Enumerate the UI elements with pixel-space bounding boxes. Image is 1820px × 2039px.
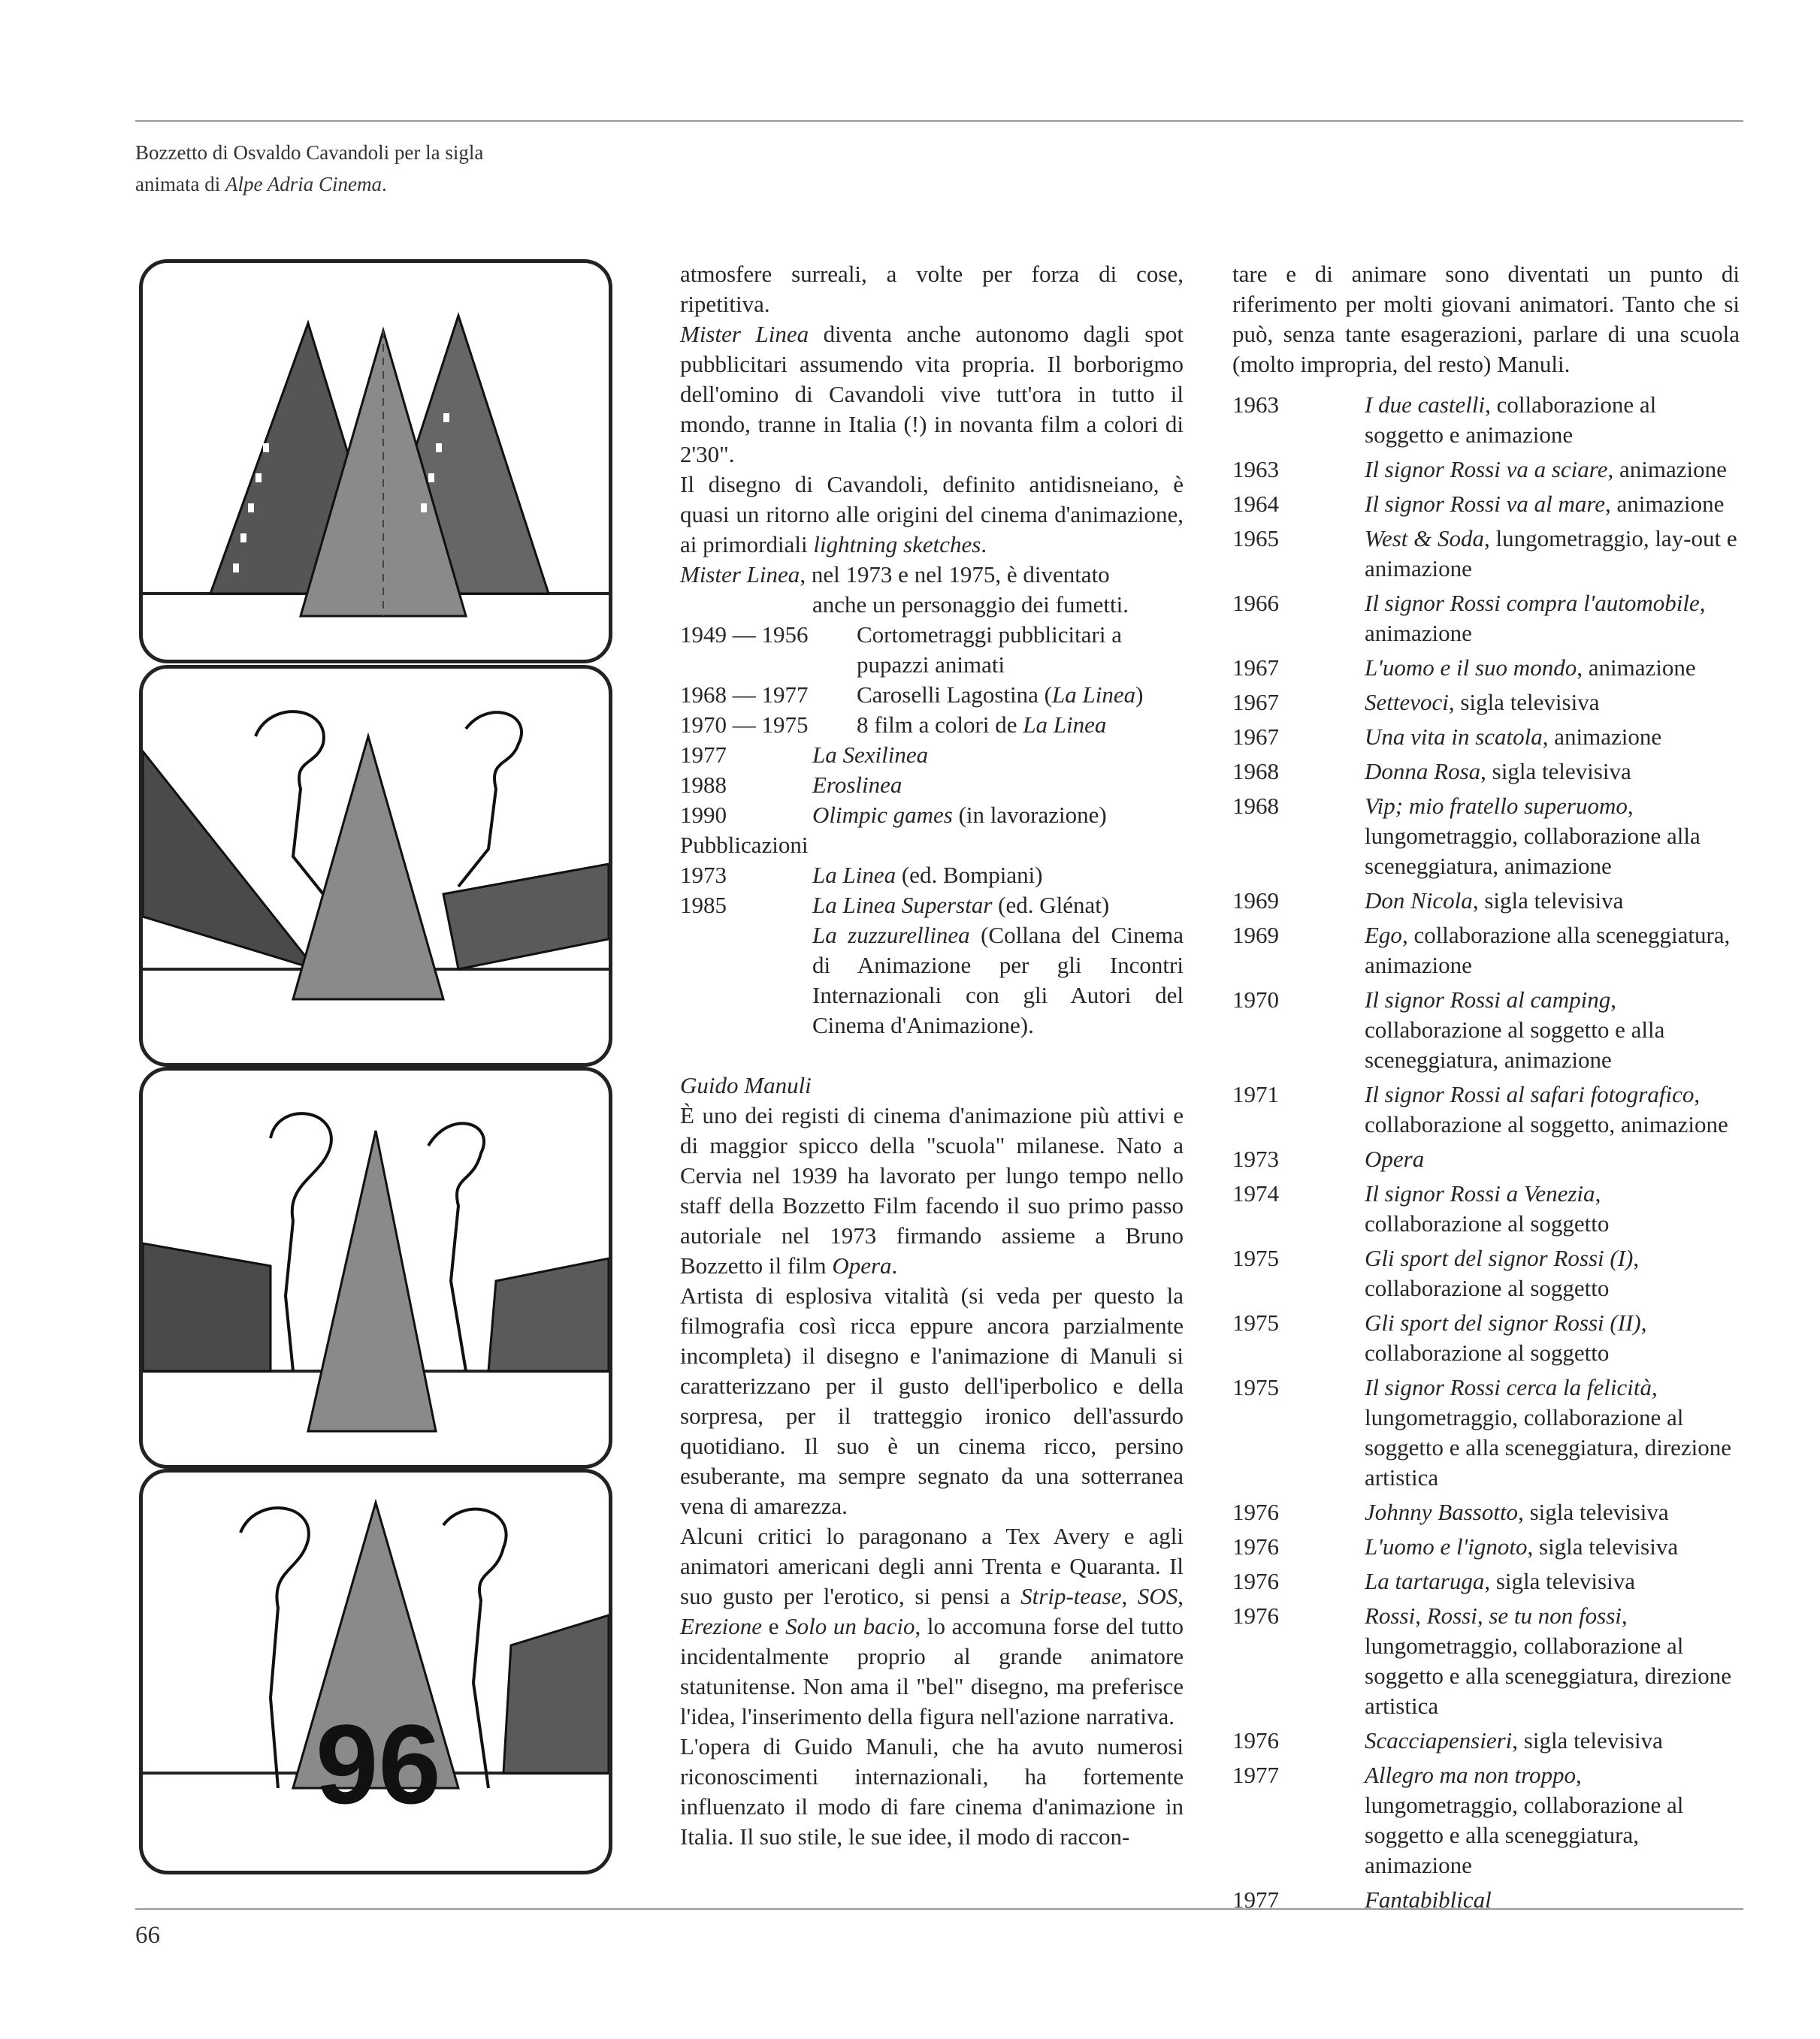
filmography-item [1232,722,1740,752]
filmography-credits: , animazione [1605,491,1725,517]
filmography-year: 1977 [1232,1886,1279,1913]
top-rule [135,120,1743,122]
filmography-entry [1365,390,1740,450]
filmography-title: Il signor Rossi va a sciare [1365,456,1608,482]
filmography-title: Donna Rosa [1365,758,1481,784]
filmography-title: Il signor Rossi al safari fotografico [1365,1081,1695,1107]
filmography-title: Settevoci [1365,689,1449,715]
publication-description: (Collana del Cinema di Animazione per gli Incontri Internazionali con gli Autori del Cinema d'Animazione). [812,922,1184,1038]
filmography-item [1232,1566,1740,1596]
filmography-entry [1365,1179,1740,1239]
publication-title: La zuzzurellinea [812,922,970,948]
paragraph-fumetti-line2: anche un personaggio dei fumetti. [812,591,1129,618]
filmography-credits: , collaborazione al soggetto [1365,1245,1640,1301]
filmography-title: Una vita in scatola [1365,723,1543,750]
paragraph-disegno [680,470,1184,560]
caption-film-title: Alpe Adria Cinema [225,173,382,195]
filmography-entry [1365,1601,1740,1721]
filmography-entry [1365,791,1740,881]
filmography-entry [1365,886,1740,916]
filmography-item [1232,1601,1740,1721]
filmography-item [1232,985,1740,1075]
filmography-list [1232,390,1740,1915]
filmography-title: Johnny Bassotto [1365,1499,1519,1525]
filmography-credits: , collaborazione al soggetto [1365,1180,1610,1237]
separator: , [1121,1583,1138,1609]
filmography-credits: , sigla televisiva [1472,887,1624,914]
filmography-title: Il signor Rossi compra l'automobile [1365,590,1700,616]
filmography-item [1232,1308,1740,1368]
paragraph-mister-linea-text: diventa anche autonomo dagli spot pubblicitari assumendo vita propria. Il borborigmo dell'omino di Cavandoli vive tutt'ora in tutto il mondo, tranne in Italia (!) in novanta film a colori di 2'30". [680,321,1184,467]
filmography-entry [1365,1144,1740,1174]
filmography-title: Rossi, Rossi, se tu non fossi [1365,1603,1622,1629]
filmography-item [1232,886,1740,916]
filmography-title: Il signor Rossi a Venezia [1365,1180,1595,1207]
list-item-cortometraggi [680,620,1184,680]
list-text: Cortometraggi pubblicitari a pupazzi animati [857,621,1122,678]
filmography-title: L'uomo e il suo mondo [1365,654,1577,681]
paragraph-text: È uno dei registi di cinema d'animazione più attivi e di maggior spicco della "scuola" milanese. Nato a Cervia nel 1939 ha lavorato per lungo tempo nello staff della Bozzetto Film facendo il suo primo passo autoriale nel 1973 firmando assieme a Bruno Bozzetto il film [680,1102,1184,1279]
filmography-credits: , animazione [1365,590,1706,646]
filmography-year: 1977 [1232,1762,1279,1788]
filmography-credits: , collaborazione al soggetto e alla sceneggiatura, animazione [1365,986,1665,1073]
filmography-item [1232,1373,1740,1493]
list-title: La Linea [1023,711,1107,738]
title-lightning-sketches: lightning sketches [813,531,981,557]
filmography-credits: , collaborazione al soggetto e animazione [1365,391,1657,448]
filmography-item [1232,1243,1740,1303]
filmography-item [1232,489,1740,519]
filmography-item [1232,1144,1740,1174]
filmography-title: L'uomo e l'ignoto [1365,1533,1528,1560]
filmography-item [1232,687,1740,717]
filmography-credits: , sigla televisiva [1512,1727,1663,1754]
filmography-credits: , collaborazione alla sceneggiatura, animazione [1365,922,1731,978]
storyboard-panel-3 [139,1067,612,1469]
filmography-item [1232,455,1740,485]
figure-caption [135,137,616,200]
caption-line-2 [135,168,616,200]
list-years: 1968 — 1977 [680,681,809,708]
list-text-part: Caroselli Lagostina ( [857,681,1052,708]
filmography-year: 1967 [1232,654,1279,681]
filmography-year: 1963 [1232,456,1279,482]
publication-item [680,860,1184,890]
filmography-year: 1975 [1232,1309,1279,1336]
filmography-title: Gli sport del signor Rossi (I) [1365,1245,1634,1271]
filmography-credits: , collaborazione al soggetto, animazione [1365,1081,1728,1137]
filmography-title: Il signor Rossi va al mare [1365,491,1606,517]
film-year: 1988 [680,772,727,798]
filmography-entry [1365,1373,1740,1493]
storyboard-panel-1 [139,259,612,663]
filmography-year: 1970 [1232,986,1279,1013]
film-item [680,770,1184,800]
filmography-credits: , lungometraggio, collaborazione al soggetto e alla sceneggiatura, animazione [1365,1762,1684,1878]
caption-line-1: Bozzetto di Osvaldo Cavandoli per la sigla [135,141,484,164]
filmography-year: 1967 [1232,689,1279,715]
filmography-entry [1365,524,1740,584]
filmography-item [1232,1885,1740,1915]
filmography-title: West & Soda [1365,525,1485,551]
title-sos: SOS [1137,1583,1178,1609]
publications-heading: Pubblicazioni [680,832,809,858]
filmography-item [1232,791,1740,881]
paragraph-disegno-end: . [981,531,987,557]
section-heading-text: Guido Manuli [680,1072,812,1098]
film-note: (in lavorazione) [952,802,1107,828]
paragraph-surreal: atmosfere surreali, a volte per forza di cose, ripetitiva. [680,261,1184,317]
filmography-item [1232,1179,1740,1239]
filmography-credits: , lungometraggio, collaborazione al soggetto e alla sceneggiatura, direzione artistica [1365,1603,1732,1719]
filmography-entry [1365,1308,1740,1368]
filmography-year: 1975 [1232,1245,1279,1271]
filmography-entry [1365,1532,1740,1562]
filmography-title: Opera [1365,1146,1425,1172]
paragraph-fumetti [680,560,1184,590]
paragraph-manuli-1 [680,1101,1184,1281]
filmography-year: 1967 [1232,723,1279,750]
filmography-year: 1971 [1232,1081,1279,1107]
separator: e [762,1613,786,1639]
list-item-8-film [680,710,1184,740]
paragraph-text: Alcuni critici lo paragonano a Tex Avery e agli animatori americani degli anni Trenta e Quaranta. Il suo gusto per l'erotico, si pensi a [680,1523,1184,1609]
caption-prefix: animata di [135,173,225,195]
filmography-year: 1976 [1232,1568,1279,1594]
filmography-year: 1976 [1232,1499,1279,1525]
filmography-item [1232,1080,1740,1140]
filmography-credits: , collaborazione al soggetto [1365,1309,1647,1366]
caption-suffix: . [381,173,387,195]
paragraph-disegno-text: Il disegno di Cavandoli, definito antidisneiano, è quasi un ritorno alle origini del cinema d'animazione, ai primordiali [680,471,1184,557]
publication-year: 1985 [680,892,727,918]
panel-4-numeral: 96 [316,1701,441,1827]
filmography-year: 1968 [1232,793,1279,819]
filmography-year: 1965 [1232,525,1279,551]
list-text-part: 8 film a colori de [857,711,1023,738]
panel-3-drawing [143,1071,609,1465]
filmography-title: Scacciapensieri [1365,1727,1513,1754]
list-text [857,680,1184,710]
publication-year: 1973 [680,862,727,888]
publication-title: La Linea [812,862,896,888]
publication-title: La Linea Superstar [812,892,993,918]
film-item [680,800,1184,830]
filmography-entry [1365,920,1740,980]
filmography-year: 1973 [1232,1146,1279,1172]
filmography-item [1232,1726,1740,1756]
text-column-2 [1232,259,1740,1920]
filmography-credits: , lungometraggio, collaborazione al soggetto e alla sceneggiatura, direzione artistica [1365,1374,1732,1491]
filmography-item [1232,1760,1740,1880]
paragraph-mister-linea [680,319,1184,470]
filmography-entry [1365,1726,1740,1756]
filmography-credits: , animazione [1607,456,1727,482]
filmography-title: I due castelli [1365,391,1486,418]
publication-item [680,890,1184,920]
filmography-item [1232,920,1740,980]
filmography-year: 1976 [1232,1533,1279,1560]
filmography-entry [1365,588,1740,648]
list-title: La Linea [1052,681,1136,708]
filmography-entry [1365,722,1740,752]
filmography-credits: , sigla televisiva [1527,1533,1679,1560]
film-year: 1990 [680,802,727,828]
page-number: 66 [135,1922,160,1949]
filmography-title: Don Nicola [1365,887,1473,914]
filmography-item [1232,1497,1740,1527]
filmography-item [1232,1532,1740,1562]
film-title: La Sexilinea [812,742,929,768]
filmography-credits: , sigla televisiva [1484,1568,1635,1594]
film-item [680,740,1184,770]
list-years: 1970 — 1975 [680,711,809,738]
filmography-entry [1365,1885,1740,1915]
filmography-year: 1976 [1232,1727,1279,1754]
film-title: Olimpic games [812,802,953,828]
paragraph-manuli-3 [680,1521,1184,1732]
paragraph-manuli-2: Artista di esplosiva vitalità (si veda per questo la filmografia così ricca eppure ancora parzialmente incompleta) il disegno e l'animazione di Manuli si caratterizzano per il gusto dell'iperbolico e della sorpresa, per il tratteggio ironico dell'assurdo quotidiano. Il suo è un cinema ricco, persino esuberante, ma sempre segnato da una sotterranea vena di amarezza. [680,1282,1184,1519]
filmography-entry [1365,757,1740,787]
panel-4-drawing [143,1473,609,1871]
filmography-entry [1365,455,1740,485]
filmography-title: Il signor Rossi al camping [1365,986,1611,1013]
filmography-title: Gli sport del signor Rossi (II) [1365,1309,1641,1336]
filmography-item [1232,390,1740,450]
filmography-credits: , lungometraggio, collaborazione alla sceneggiatura, animazione [1365,793,1701,879]
filmography-year: 1974 [1232,1180,1279,1207]
filmography-year: 1969 [1232,922,1279,948]
publication-publisher: (ed. Bompiani) [896,862,1043,888]
panel-2-drawing [143,669,609,1063]
paragraph-text: , lo accomuna forse del tutto incidentalmente proprio al grande animatore statunitense. Non ama il "bel" disegno, ma preferisce l'idea, l'inserimento della figura nell'azione narrativa. [680,1613,1184,1729]
panel-1-drawing [143,263,609,660]
filmography-entry [1365,1566,1740,1596]
publication-publisher: (ed. Glénat) [992,892,1110,918]
section-heading-guido-manuli [680,1071,1184,1101]
filmography-item [1232,588,1740,648]
storyboard-panel-4 [139,1469,612,1874]
film-title: Eroslinea [812,772,902,798]
title-mister-linea: Mister Linea [680,321,809,347]
filmography-title: Il signor Rossi cerca la felicità [1365,1374,1652,1400]
title-erezione: Erezione [680,1613,763,1639]
list-item-caroselli [680,680,1184,710]
list-text [857,710,1184,740]
list-years: 1949 — 1956 [680,621,809,648]
text-column-1 [680,259,1184,1852]
title-strip-tease: Strip-tease [1020,1583,1122,1609]
filmography-year: 1969 [1232,887,1279,914]
filmography-entry [1365,1243,1740,1303]
title-mister-linea-2: Mister Linea [680,561,800,588]
filmography-title: Fantabiblical [1365,1886,1492,1913]
filmography-year: 1968 [1232,758,1279,784]
filmography-entry [1365,1497,1740,1527]
filmography-credits: , animazione [1577,654,1696,681]
storyboard-panel-2 [139,665,612,1067]
filmography-item [1232,524,1740,584]
filmography-year: 1963 [1232,391,1279,418]
filmography-credits: , sigla televisiva [1518,1499,1669,1525]
filmography-title: La tartaruga [1365,1568,1485,1594]
filmography-item [1232,757,1740,787]
filmography-credits: , sigla televisiva [1480,758,1631,784]
paragraph-manuli-4: L'opera di Guido Manuli, che ha avuto numerosi riconoscimenti internazionali, ha fortemente influenzato il modo di fare cinema d'animazione in Italia. Il suo stile, le sue idee, il modo di raccon- [680,1733,1184,1850]
filmography-year: 1976 [1232,1603,1279,1629]
filmography-credits: , animazione [1542,723,1662,750]
title-opera: Opera [832,1252,892,1279]
filmography-entry [1365,1080,1740,1140]
filmography-entry [1365,653,1740,683]
filmography-title: Allegro ma non troppo [1365,1762,1576,1788]
title-solo-un-bacio: Solo un bacio [785,1613,915,1639]
film-year: 1977 [680,742,727,768]
filmography-year: 1964 [1232,491,1279,517]
publication-zuzzurellinea [680,920,1184,1041]
filmography-item [1232,653,1740,683]
filmography-entry [1365,687,1740,717]
filmography-entry [1365,489,1740,519]
paragraph-intro: tare e di animare sono diventati un punto di riferimento per molti giovani animatori. Tanto che si può, senza tante esagerazioni, parlare di una scuola (molto impropria, del resto) Manuli. [1232,261,1740,377]
filmography-entry [1365,985,1740,1075]
paragraph-end: . [891,1252,898,1279]
filmography-credits: , sigla televisiva [1448,689,1600,715]
filmography-title: Vip; mio fratello superuomo [1365,793,1628,819]
filmography-entry [1365,1760,1740,1880]
list-text-after: ) [1135,681,1144,708]
filmography-year: 1975 [1232,1374,1279,1400]
filmography-credits: , lungometraggio, lay-out e animazione [1365,525,1737,581]
paragraph-fumetti-text: , nel 1973 e nel 1975, è diventato [800,561,1110,588]
separator: , [1178,1583,1184,1609]
filmography-year: 1966 [1232,590,1279,616]
filmography-title: Ego [1365,922,1402,948]
